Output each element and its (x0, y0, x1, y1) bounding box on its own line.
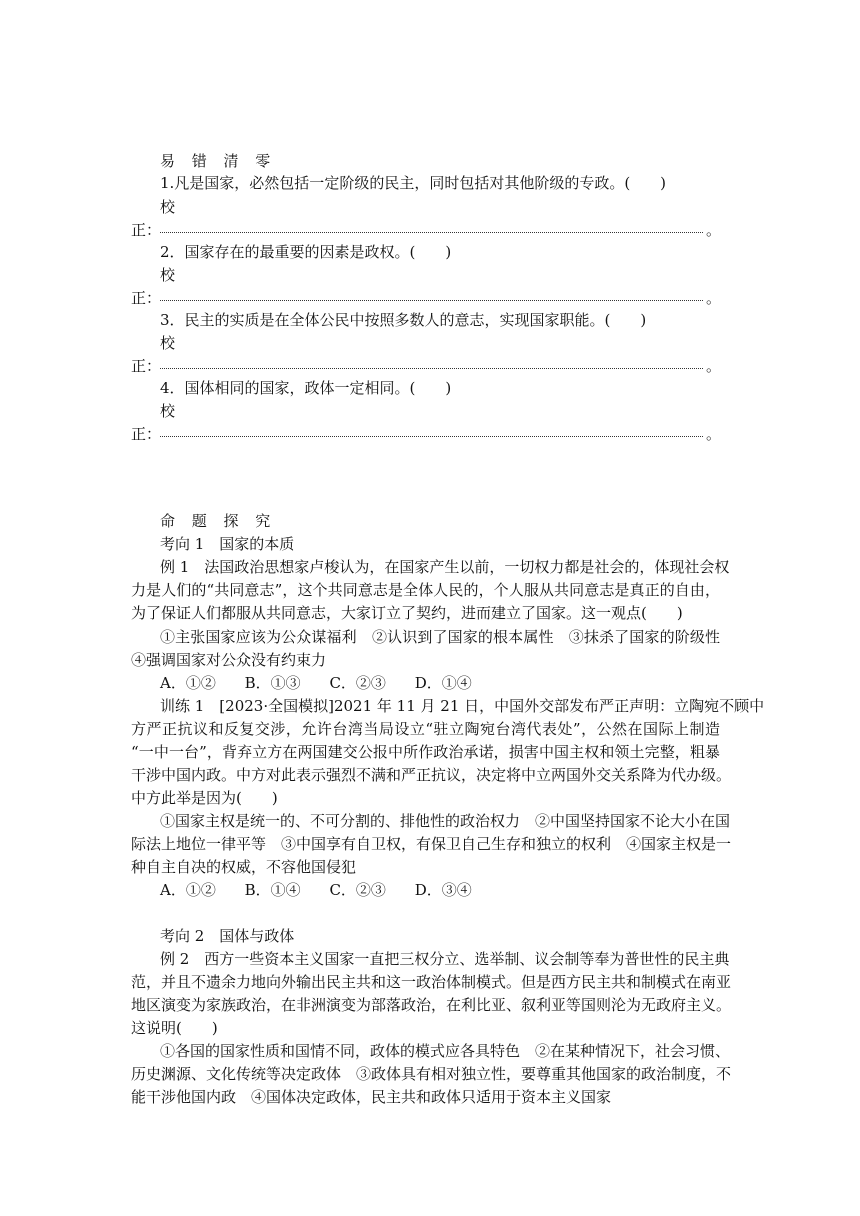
end-mark: 。 (706, 357, 722, 375)
training-1-line: 中方此举是因为( ) (131, 789, 278, 807)
example-1-line: 力是人们的“共同意志”，这个共同意志是全体人民的，个人服从共同意志是真正的自由， (131, 581, 720, 599)
error-item-4: 4．国体相同的国家，政体一定相同。( ) (160, 379, 452, 397)
training-1-line: 训练 1 [2023·全国模拟]2021 年 11 月 21 日，中国外交部发布严正声明：立陶宛不顾中 (160, 697, 765, 715)
example-2-choice-line: ①各国的国家性质和国情不同，政体的模式应各具特色 ②在某种情况下，社会习惯、 (160, 1042, 731, 1060)
example-2-choice-line: 能干涉他国内政 ④国体决定政体，民主共和政体只适用于资本主义国家 (131, 1088, 612, 1106)
training-1-options (160, 879, 472, 901)
training-1-line: 方严正抗议和反复交涉，允许台湾当局设立“驻立陶宛台湾代表处”，公然在国际上制造 (131, 720, 720, 738)
correction-field[interactable] (0, 355, 860, 377)
correction-field[interactable] (0, 423, 860, 445)
example-2-line: 地区演变为家族政治，在非洲演变为部落政治，在利比亚、叙利亚等国则沦为无政府主义。 (131, 996, 732, 1014)
training-1-line: “一中一台”，背弃立方在两国建交公报中所作政治承诺，损害中国主权和领土完整，粗暴 (131, 743, 720, 761)
example-1-choice-line: ①主张国家应该为公众谋福利 ②认识到了国家的根本属性 ③抹杀了国家的阶级性 (160, 628, 720, 646)
option-b[interactable]: B．①③ (244, 674, 301, 692)
example-2-line: 这说明( ) (131, 1019, 218, 1037)
example-1-line: 为了保证人们都服从共同意志，大家订立了契约，进而建立了国家。这一观点( ) (131, 604, 683, 622)
correction-label: 校 (160, 198, 176, 216)
option-b[interactable]: B．①④ (244, 881, 301, 899)
error-item-3: 3．民主的实质是在全体公民中按照多数人的意志，实现国家职能。( ) (160, 311, 647, 329)
example-2-line: 范，并且不遗余力地向外输出民主共和这一政治体制模式。但是西方民主共和制模式在南亚 (131, 973, 732, 991)
option-c[interactable]: C．②③ (329, 674, 386, 692)
example-1-line: 例 1 法国政治思想家卢梭认为，在国家产生以前，一切权力都是社会的，体现社会权 (160, 558, 730, 576)
direction-heading-2: 考向 2 国体与政体 (160, 927, 295, 945)
correction-label: 校 (160, 334, 176, 352)
example-1-options (160, 672, 472, 694)
option-d[interactable]: D．①④ (414, 674, 472, 692)
correction-label: 正： (131, 289, 162, 307)
correction-label: 正： (131, 357, 162, 375)
example-2-choice-line: 历史渊源、文化传统等决定政体 ③政体具有相对独立性，要尊重其他国家的政治制度，不 (131, 1065, 732, 1083)
option-c[interactable]: C．②③ (329, 881, 386, 899)
end-mark: 。 (706, 289, 722, 307)
correction-label: 正： (131, 221, 162, 239)
correction-label: 正： (131, 425, 162, 443)
training-1-choice-line: 种自主自决的权威，不容他国侵犯 (131, 858, 357, 876)
error-item-2: 2．国家存在的最重要的因素是政权。( ) (160, 243, 452, 261)
training-1-choice-line: ①国家主权是统一的、不可分割的、排他性的政治权力 ②中国坚持国家不论大小在国 (160, 812, 731, 830)
example-2-line: 例 2 西方一些资本主义国家一直把三权分立、选举制、议会制等奉为普世性的民主典 (160, 950, 730, 968)
section-heading-exploration: 命 题 探 究 (160, 512, 277, 530)
correction-field[interactable] (0, 219, 860, 241)
correction-label: 校 (160, 266, 176, 284)
correction-field[interactable] (0, 287, 860, 309)
training-1-line: 干涉中国内政。中方对此表示强烈不满和严正抗议，决定将中立两国外交关系降为代办级。 (131, 766, 732, 784)
option-a[interactable]: A．①② (160, 674, 216, 692)
correction-label: 校 (160, 402, 176, 420)
end-mark: 。 (706, 221, 722, 239)
example-1-choice-line: ④强调国家对公众没有约束力 (131, 651, 327, 669)
section-heading-errors: 易 错 清 零 (160, 152, 277, 170)
option-d[interactable]: D．③④ (414, 881, 472, 899)
direction-heading-1: 考向 1 国家的本质 (160, 535, 295, 553)
error-item-1: 1.凡是国家，必然包括一定阶级的民主，同时包括对其他阶级的专政。( ) (160, 174, 667, 192)
option-a[interactable]: A．①② (160, 881, 216, 899)
training-1-choice-line: 际法上地位一律平等 ③中国享有自卫权，有保卫自己生存和独立的权利 ④国家主权是一 (131, 835, 732, 853)
end-mark: 。 (706, 425, 722, 443)
